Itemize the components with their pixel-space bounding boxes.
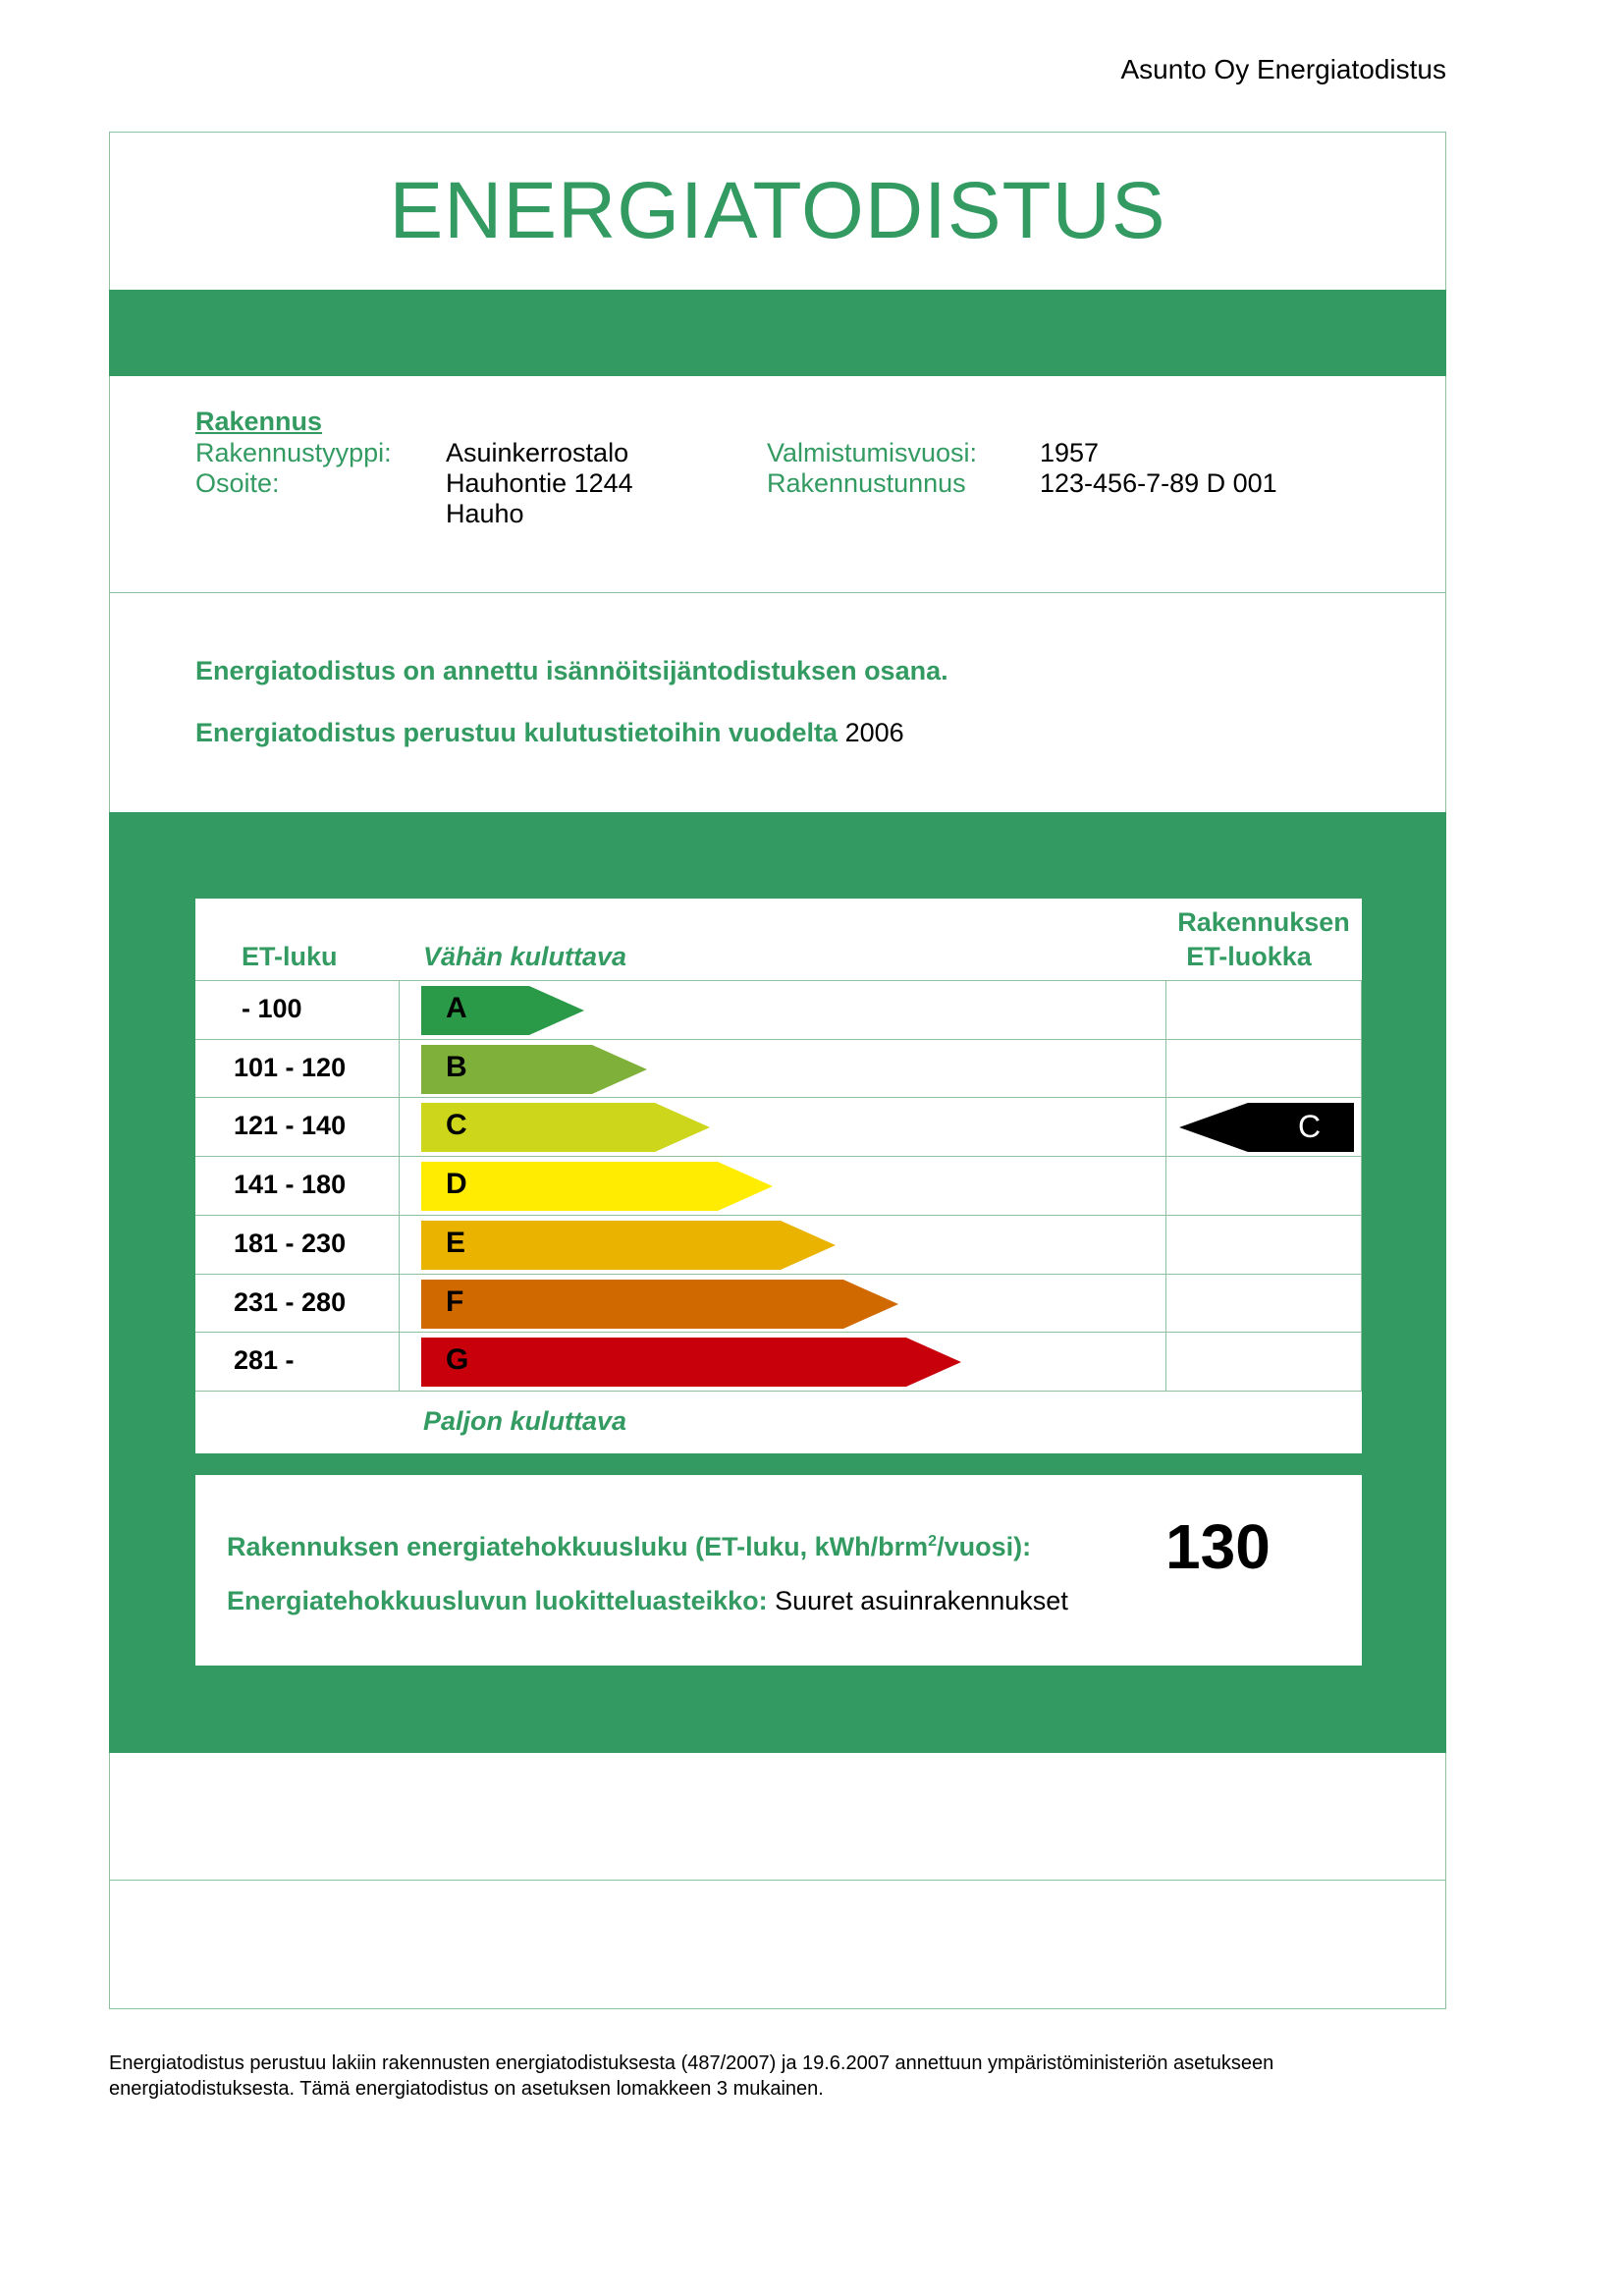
company-name: Asunto Oy Energiatodistus [1120,54,1446,84]
scale-row-line [195,1332,1362,1333]
scale-vline-left [399,980,400,1391]
footer-text [109,2050,1484,2102]
scale-range-c: 121 - 140 [234,1111,347,1141]
scale-range-g: 281 - [234,1345,295,1376]
building-class-arrow [1179,1103,1354,1152]
scale-bar-g [421,1338,961,1387]
et-value-label-post: /vuosi): [937,1532,1032,1561]
scale-bar-e [421,1221,836,1270]
building-class-arrow-shape [1179,1103,1354,1152]
scale-bar-shape-e [421,1221,836,1270]
scale-letter-g: G [446,1343,469,1377]
high-consumption-label: Paljon kuluttava [423,1406,627,1436]
scale-letter-a: A [446,992,467,1024]
scale-row-line [195,980,1362,981]
scale-class-label: Energiatehokkuusluvun luokitteluasteikko: [227,1586,768,1615]
building-id-label: Rakennustunnus [767,468,966,498]
scale-range-b: 101 - 120 [234,1052,347,1082]
scale-vline-right [1165,980,1166,1391]
certificate-title: ENERGIATODISTUS [389,166,1166,255]
scale-row-line [195,1274,1362,1275]
note-line2-label: Energiatodistus perustuu kulutustietoihin vuodelta [195,718,839,747]
scale-letter-e: E [446,1226,466,1259]
scale-range-e: 181 - 230 [234,1228,347,1258]
scale-row-line [195,1156,1362,1157]
building-id-value: 123-456-7-89 D 001 [1040,468,1277,498]
building-section [195,407,322,437]
et-value-label-sup: 2 [928,1533,938,1550]
scale-range-a: - 100 [242,994,302,1023]
address-label: Osoite: [195,468,280,498]
scale-row-line [195,1097,1362,1098]
year-label: Valmistumisvuosi: [767,438,978,467]
et-value-label-pre: Rakennuksen energiatehokkuusluku (ET-luku, kWh/brm [227,1532,929,1561]
footer-line2: energiatodistuksesta. Tämä energiatodistus on asetuksen lomakkeen 3 mukainen. [109,2078,824,2100]
scale-letter-c: C [446,1109,467,1142]
address-line2: Hauho [446,499,524,528]
year-value: 1957 [1040,438,1100,467]
scale-row-line [195,1391,1362,1392]
et-value-label [227,1532,1031,1562]
col-class-line2: ET-luokka [1186,942,1312,971]
footer-line1: Energiatodistus perustuu lakiin rakennusten energiatodistuksesta (487/2007) ja 19.6.2007 annettuun ympäristöministeriön asetukseen [109,2052,1274,2074]
scale-bar-shape-g [421,1338,961,1387]
scale-class-value: Suuret asuinrakennukset [775,1586,1068,1615]
scale-range-d: 141 - 180 [234,1170,347,1200]
et-value: 130 [1165,1511,1271,1582]
note-line1: Energiatodistus on annettu isännöitsijäntodistuksen osana. [195,656,948,685]
scale-row-line [195,1215,1362,1216]
scale-range-f: 231 - 280 [234,1286,347,1317]
col-low-consumption: Vähän kuluttava [423,942,627,971]
divider [109,592,1446,593]
scale-letter-f: F [446,1285,464,1318]
scale-bar-f [421,1280,898,1329]
scale-vline-edge [1361,980,1362,1391]
scale-bar-d [421,1162,773,1211]
note-line2-year: 2006 [844,718,904,747]
col-class-line1: Rakennuksen [1177,907,1350,937]
building-class-letter: C [1298,1109,1322,1145]
scale-bar-shape-f [421,1280,898,1329]
scale-letter-d: D [446,1168,467,1201]
scale-row-line [195,1039,1362,1040]
note-line2 [195,718,904,748]
address-line1: Hauhontie 1244 [446,468,633,498]
building-heading: Rakennus [195,407,323,436]
divider-lower [109,1880,1446,1881]
scale-letter-b: B [446,1050,467,1083]
building-type-value: Asuinkerrostalo [446,438,629,467]
col-et-luku: ET-luku [242,942,338,971]
building-type-label: Rakennustyyppi: [195,438,392,467]
scale-class-line [227,1586,1068,1616]
title-band [109,290,1446,376]
scale-bar-shape-d [421,1162,773,1211]
